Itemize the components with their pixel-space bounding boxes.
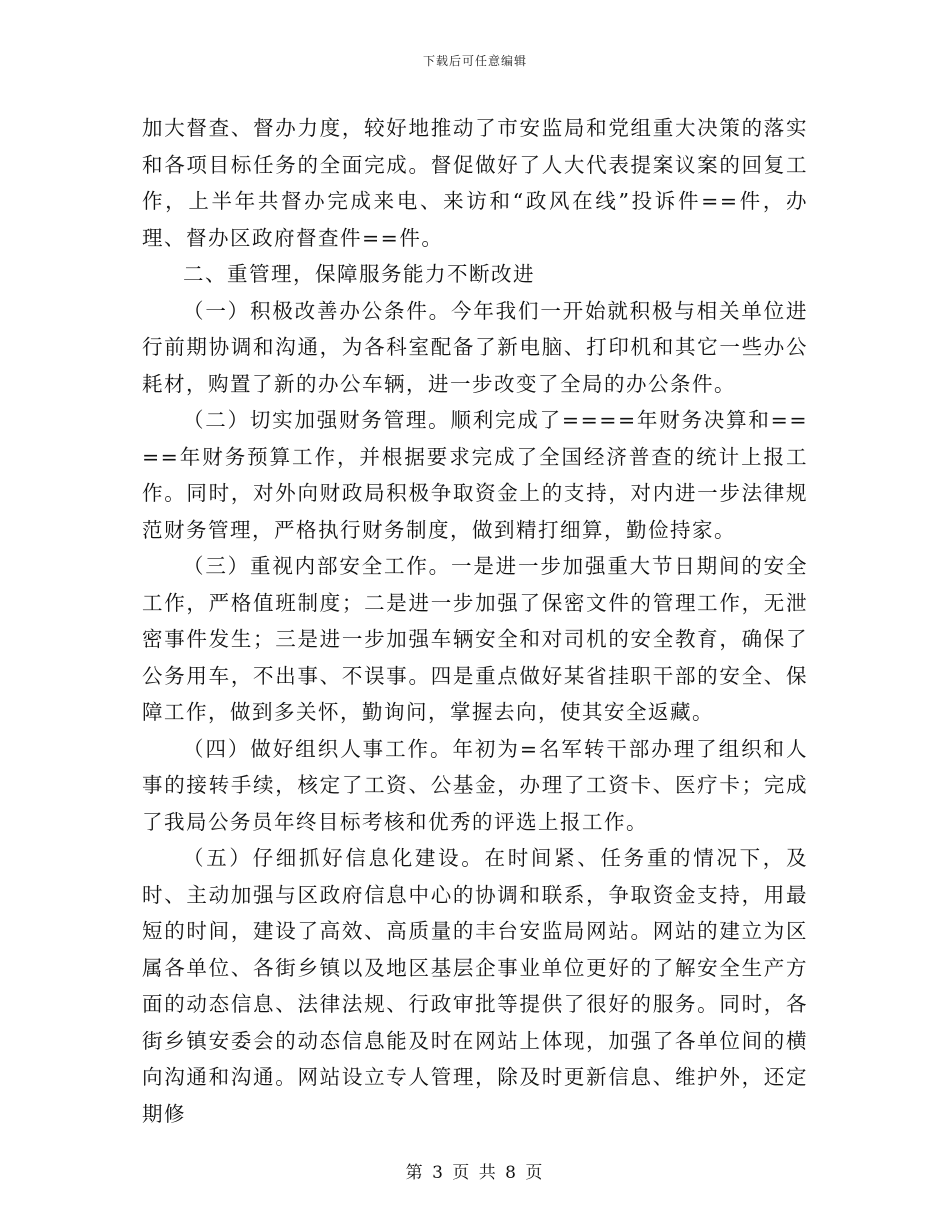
paragraph-internal-security: （三）重视内部安全工作。一是进一步加强重大节日期间的安全工作，严格值班制度；二是进一步加强了保密文件的管理工作，无泄密事件发生；三是进一步加强车辆安全和对司机的安全教育，确保了公务用车，不出事、不误事。四是重点做好某省挂职干部的安全、保障工作，做到多关怀，勤询问，掌握去向，使其安全返藏。 xyxy=(142,554,808,724)
paragraph-office-conditions: （一）积极改善办公条件。今年我们一开始就积极与相关单位进行前期协调和沟通，为各科室配备了新电脑、打印机和其它一些办公耗材，购置了新的办公车辆，进一步改变了全局的办公条件。 xyxy=(142,298,808,396)
page-number-footer: 第 3 页 共 8 页 xyxy=(405,1163,545,1183)
header-note: 下载后可任意编辑 xyxy=(422,54,527,68)
paragraph-informatization: （五）仔细抓好信息化建设。在时间紧、任务重的情况下，及时、主动加强与区政府信息中心的协调和联系，争取资金支持，用最短的时间，建设了高效、高质量的丰台安监局网站。网站的建立为区属各单位、各街乡镇以及地区基层企事业单位更好的了解安全生产方面的动态信息、法律法规、行政审批等提供了很好的服务。同时，各街乡镇安委会的动态信息能及时在网站上体现，加强了各单位间的横向沟通和沟通。网站设立专人管理，除及时更新信息、维护外，还定期修 xyxy=(142,846,808,1126)
document-body xyxy=(142,110,808,1132)
paragraph-finance-management: （二）切实加强财务管理。顺利完成了====年财务决算和====年财务预算工作，并根据要求完成了全国经济普查的统计上报工作。同时，对外向财政局积极争取资金上的支持，对内进一步法律规范财务管理，严格执行财务制度，做到精打细算，勤俭持家。 xyxy=(142,408,808,542)
section-heading: 二、重管理，保障服务能力不断改进 xyxy=(183,262,535,286)
paragraph-personnel-work: （四）做好组织人事工作。年初为=名军转干部办理了组织和人事的接转手续，核定了工资、公基金，办理了工资卡、医疗卡；完成了我局公务员年终目标考核和优秀的评选上报工作。 xyxy=(142,736,808,834)
paragraph-continuation: 加大督查、督办力度，较好地推动了市安监局和党组重大决策的落实和各项目标任务的全面完成。督促做好了人大代表提案议案的回复工作，上半年共督办完成来电、来访和“政风在线”投诉件==件，办理、督办区政府督查件==件。 xyxy=(142,116,808,250)
